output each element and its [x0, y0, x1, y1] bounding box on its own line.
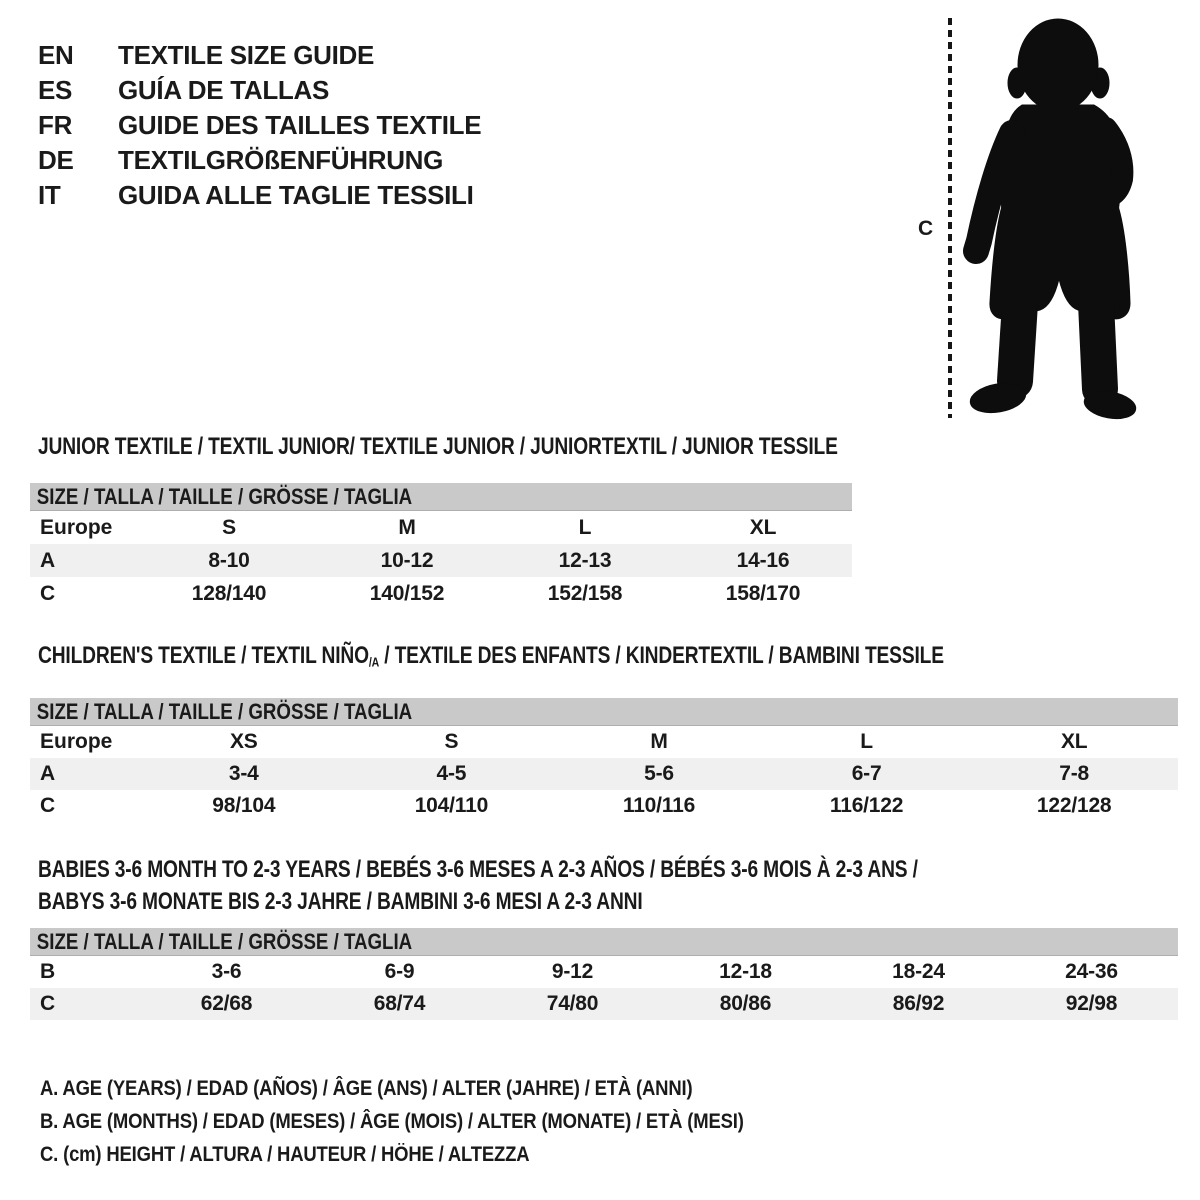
- row-label: Europe: [40, 730, 113, 754]
- size-cell: 68/74: [373, 992, 426, 1015]
- row-label: Europe: [40, 515, 113, 539]
- table-row: [30, 758, 1178, 790]
- babies-textile-table: [30, 854, 1178, 1020]
- size-cell: 62/68: [200, 992, 253, 1015]
- size-cell: 5-6: [644, 762, 674, 786]
- row-label: C: [40, 992, 56, 1015]
- silhouette-head: [1018, 19, 1098, 111]
- size-cell: 12-18: [719, 960, 772, 983]
- size-cell: 104/110: [414, 794, 489, 818]
- table-title-text: /A: [368, 654, 380, 670]
- language-row: [38, 38, 481, 73]
- size-header-label: SIZE / TALLA / TAILLE / GRÖSSE / TAGLIA: [36, 483, 413, 509]
- table-title: [30, 643, 948, 675]
- silhouette-leg: [1015, 303, 1020, 381]
- language-row: [38, 143, 481, 178]
- size-cell: 3-6: [211, 960, 242, 983]
- language-code: FR: [38, 110, 73, 140]
- size-cell: 3-4: [228, 762, 259, 786]
- table-row: [30, 790, 1178, 822]
- table-row: [30, 988, 1178, 1020]
- language-label: GUÍA DE TALLAS: [118, 75, 330, 105]
- table-row: [30, 956, 1178, 988]
- language-code: ES: [38, 75, 73, 105]
- table-row: [30, 544, 852, 577]
- size-cell: 98/104: [212, 794, 276, 818]
- legend-line: A. AGE (YEARS) / EDAD (AÑOS) / ÂGE (ANS) / ALTER (JAHRE) / ETÀ (ANNI): [40, 1077, 693, 1100]
- language-row: [38, 73, 481, 108]
- size-header-bar: [30, 698, 1178, 726]
- height-measure-dotted-line: [948, 18, 952, 418]
- size-cell: 122/128: [1036, 794, 1112, 818]
- size-cell: 14-16: [736, 548, 790, 572]
- table-row: [30, 511, 852, 544]
- row-label: A: [40, 548, 56, 572]
- size-cell: XL: [1060, 730, 1088, 754]
- size-cell: 4-5: [436, 762, 467, 786]
- size-cell: 86/92: [892, 992, 945, 1015]
- table-title-text: JUNIOR TEXTILE / TEXTIL JUNIOR/ TEXTILE JUNIOR / JUNIORTEXTIL / JUNIOR TESSILE: [38, 433, 838, 460]
- size-cell: M: [650, 730, 668, 754]
- size-header-bar: [30, 928, 1178, 956]
- junior-textile-table: [30, 434, 852, 610]
- language-guide: [38, 38, 481, 213]
- language-label: TEXTILE SIZE GUIDE: [118, 40, 375, 70]
- childrens-textile-table: [30, 643, 1178, 822]
- size-cell: 74/80: [546, 992, 599, 1015]
- language-code: EN: [38, 40, 74, 70]
- language-row: [38, 108, 481, 143]
- legend-line: C. (cm) HEIGHT / ALTURA / HAUTEUR / HÖHE / ALTEZZA: [40, 1143, 530, 1166]
- language-label: GUIDA ALLE TAGLIE TESSILI: [118, 180, 474, 210]
- size-cell: M: [398, 515, 416, 539]
- size-cell: 128/140: [191, 581, 267, 605]
- size-cell: 92/98: [1065, 992, 1118, 1015]
- table-row: [30, 577, 852, 610]
- table-row: [30, 726, 1178, 758]
- size-cell: XL: [749, 515, 777, 539]
- table-title-text: BABIES 3-6 MONTH TO 2-3 YEARS / BEBÉS 3-6 MESES A 2-3 AÑOS / BÉBÉS 3-6 MOIS À 2-3 ANS /: [38, 856, 918, 883]
- language-row: [38, 178, 481, 213]
- table-title: [30, 886, 948, 918]
- size-cell: 10-12: [380, 548, 434, 572]
- size-cell: 152/158: [547, 581, 623, 605]
- size-cell: 7-8: [1059, 762, 1090, 786]
- size-cell: 140/152: [369, 581, 445, 605]
- size-header-label: SIZE / TALLA / TAILLE / GRÖSSE / TAGLIA: [36, 698, 413, 724]
- row-label: B: [40, 960, 56, 983]
- table-title: [30, 433, 838, 460]
- size-cell: 116/122: [829, 794, 904, 818]
- size-cell: 18-24: [892, 960, 945, 983]
- language-label: TEXTILGRÖßENFÜHRUNG: [118, 145, 444, 175]
- language-label: GUIDE DES TAILLES TEXTILE: [118, 110, 482, 140]
- table-title: [30, 854, 948, 886]
- silhouette-leg: [1096, 303, 1100, 389]
- height-measure-label: C: [918, 217, 933, 240]
- size-cell: S: [222, 515, 236, 539]
- size-cell: 6-9: [384, 960, 415, 983]
- size-cell: 6-7: [851, 762, 882, 786]
- size-cell: 12-13: [558, 548, 612, 572]
- table-title-text: BABYS 3-6 MONATE BIS 2-3 JAHRE / BAMBINI 3-6 MESI A 2-3 ANNI: [38, 888, 643, 915]
- language-code: DE: [38, 145, 74, 175]
- size-header-label: SIZE / TALLA / TAILLE / GRÖSSE / TAGLIA: [36, 928, 413, 954]
- size-cell: 8-10: [208, 548, 250, 572]
- language-code: IT: [38, 180, 61, 210]
- size-cell: 24-36: [1065, 960, 1118, 983]
- measurement-legend: [40, 1072, 840, 1171]
- size-cell: XS: [229, 730, 258, 754]
- row-label: C: [40, 581, 56, 605]
- legend-line: B. AGE (MONTHS) / EDAD (MESES) / ÂGE (MOIS) / ALTER (MONATE) / ETÀ (MESI): [40, 1110, 744, 1133]
- size-cell: 158/170: [725, 581, 801, 605]
- toddler-silhouette-image: [962, 13, 1142, 423]
- size-cell: S: [444, 730, 459, 754]
- size-cell: L: [860, 730, 873, 754]
- size-cell: 110/116: [622, 794, 696, 818]
- size-cell: L: [578, 515, 592, 539]
- size-header-bar: [30, 483, 852, 511]
- table-title-text: CHILDREN'S TEXTILE / TEXTIL NIÑO: [38, 642, 369, 669]
- table-title-text: / TEXTILE DES ENFANTS / KINDERTEXTIL / BAMBINI TESSILE: [379, 642, 944, 669]
- row-label: A: [40, 762, 56, 786]
- row-label: C: [40, 794, 56, 818]
- size-cell: 9-12: [551, 960, 594, 983]
- size-cell: 80/86: [719, 992, 772, 1015]
